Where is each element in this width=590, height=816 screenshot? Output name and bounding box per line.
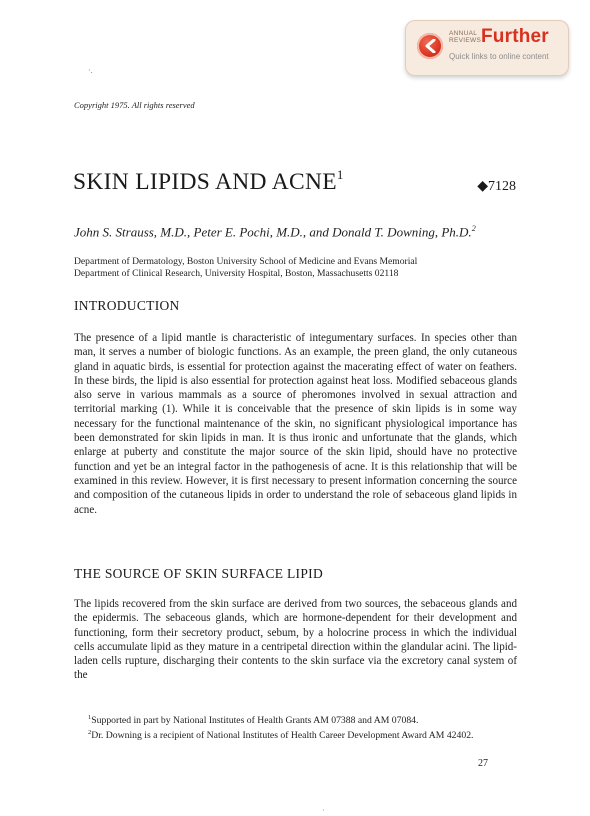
badge-further-label: Further <box>481 26 549 47</box>
footnotes <box>74 712 517 742</box>
title-footnote-mark: 1 <box>336 167 344 182</box>
copyright-notice: Copyright 1975. All rights reserved <box>74 100 195 110</box>
footnote-1: $^1$Supported in part by National Institutes of Health Grants AM 07388 and AM 07084. <box>88 714 419 727</box>
authors-footnote-mark: 2 <box>471 224 476 233</box>
source-paragraph: The lipids recovered from the skin surface are derived from two sources, the sebaceous glands and the epidermis. The sebaceous glands, which are hormone-dependent for their development and functioning, form their secretory product, sebum, by a holocrine process in which the individual cells accumulate lipid as they mature in a centripetal direction within the glandular acini. The lipid-laden cells rupture, discharging their contents to the skin surface via the excretory canal system of the <box>74 598 517 682</box>
page-number: 27 <box>478 758 488 769</box>
article-authors: John S. Strauss, M.D., Peter E. Pochi, M.D., and Donald T. Downing, Ph.D.$^2$ <box>74 224 476 240</box>
introduction-paragraph: The presence of a lipid mantle is characteristic of integumentary surfaces. In species other than man, it serves a number of biologic functions. As an example, the preen gland, the only cutaneous gland in aquatic birds, is essential for protection against the macerating effect of water on feathers. In these birds, the lipid is also essential for protection against heat loss. Modified sebaceous glands also serve in various mammals as a source of pheromones involved in sexual attraction and territorial marking (1). While it is conceivable that the presence of skin lipids is in some way necessary for the functional maintenance of the skin, no significant physiological importance has been demonstrated for skin lipids in man. It is thus ironic and unfortunate that the glands, which enlarge at puberty and constitute the major source of the skin lipid, should have no protective function and yet be an integral factor in the pathogenesis of acne. It is this relationship that will be examined in this review. However, it is first necessary to present information concerning the source and composition of the cutaneous lipids in order to understand the role of sebaceous gland lipids in acne. <box>74 332 517 516</box>
badge-tagline: Quick links to online content <box>449 52 549 61</box>
section-heading-introduction: INTRODUCTION <box>74 298 180 313</box>
badge-publisher-name: ANNUAL REVIEWS <box>449 30 482 44</box>
article-title: SKIN LIPIDS AND ACNE$^1$ <box>73 167 344 195</box>
section-heading-source: THE SOURCE OF SKIN SURFACE LIPID <box>74 566 324 581</box>
footnote-2: $^2$Dr. Downing is a recipient of National Institutes of Health Career Development Award AM 42402. <box>88 729 474 742</box>
scan-speck: · <box>322 806 325 815</box>
scan-speck: ·. <box>88 66 93 75</box>
annual-reviews-further-badge[interactable] <box>405 20 569 76</box>
annual-reviews-logo-icon <box>417 33 443 59</box>
author-affiliation: Department of Dermatology, Boston University School of Medicine and Evans Memorial Department of Clinical Research, University Hospital, Boston, Massachusetts 02118 <box>74 256 418 279</box>
article-code: ◆7128 <box>477 179 516 194</box>
